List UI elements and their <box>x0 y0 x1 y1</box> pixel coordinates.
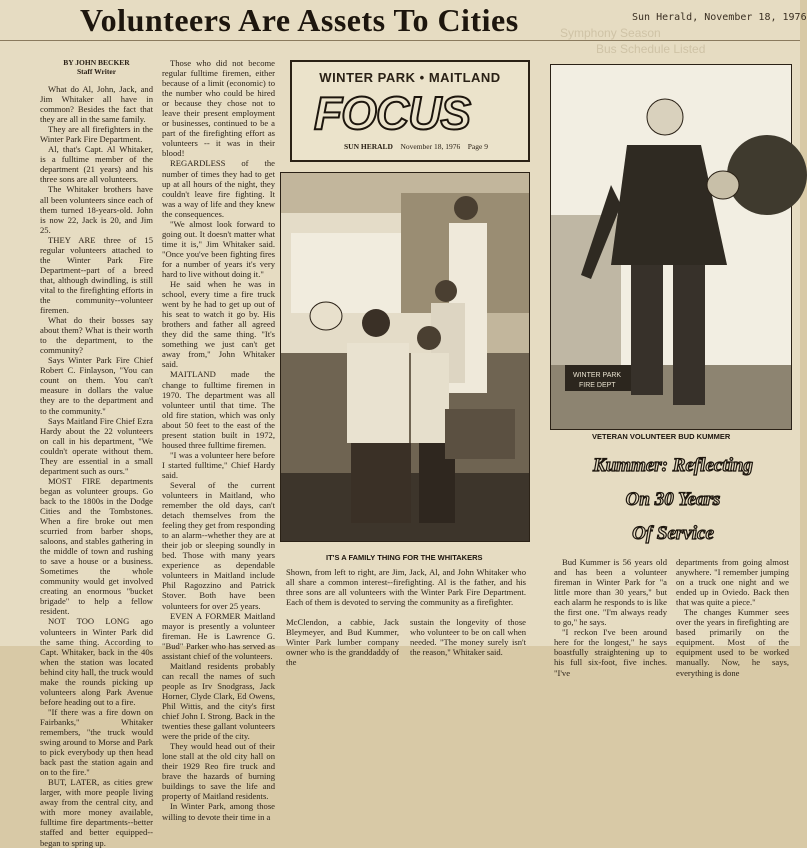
paragraph: THEY ARE three of 15 regular volunteers attached to the Winter Park Fire Department--part of a breed that, although dwindling, is still vital to the firefighting efforts in the community--volunteer firemen. <box>40 234 153 316</box>
paragraph: BUT, LATER, as cities grew larger, with more people living away from the central city, and with more money available, fulltime fire departments--better staffed and better equipped--began to spring up. <box>40 777 153 848</box>
paragraph: McClendon, a cabbie, Jack Bleymeyer, and Bud Kummer, Winter Park lumber company owner who is the granddaddy of the <box>286 617 399 668</box>
kummer-photo <box>550 64 792 430</box>
focus-page: Page 9 <box>467 142 488 151</box>
paragraph: The changes Kummer sees over the years in firefighting are based primarily on the equipment. Most of the equipment used to be worked manually. Now, he says, everything is done <box>676 607 789 678</box>
article-column-3 <box>286 617 399 668</box>
photo-illustration <box>281 173 529 541</box>
focus-paper: SUN HERALD <box>344 142 393 151</box>
paragraph: "If there was a fire down on Fairbanks," Whitaker remembers, "the truck would swing around to Morse and Park to pick everybody up then head back past the station again and on to the fire." <box>40 706 153 778</box>
paragraph: MOST FIRE departments began as volunteer groups. Go back to the 1800s in the Dodge Cities and the Tombstones. When a fire broke out men scurried from barber shops, saloons, and stables gathering in the middle of town and rushing to save a house or a business. Sometimes the whole community would get involved creating an enormous "bucket brigade" to help a fellow resident. <box>40 475 153 617</box>
dateline: Sun Herald, November 18, 1976 <box>632 12 807 23</box>
paragraph: MAITLAND made the change to fulltime firemen in 1970. The department was all volunteer until that time. The old fire station, which was only about 50 feet to the east of the present station built in 1972, housed three fulltime firemen. <box>162 369 275 450</box>
paragraph: In Winter Park, among those willing to devote their time in a <box>162 801 275 822</box>
headline-rule <box>0 40 800 41</box>
focus-top-line: WINTER PARK • MAITLAND <box>319 70 501 85</box>
paragraph: "I reckon I've been around here for the longest," he says boastfully straightening up to his full six-foot, five inches. "I've <box>554 627 667 678</box>
door-text-2: FIRE DEPT <box>579 382 616 389</box>
paragraph: sustain the longevity of those who volunteer to be on call when needed. "The money surely isn't the reason," Whitaker said. <box>410 617 526 658</box>
paragraph: Those who did not become regular fulltime firemen, either because of a limit (economic) to the number who could be hired or because they chose not to leave their present employment or businesses, continued to be a part of the firefighting effort as volunteers -- it was in their blood! <box>162 58 275 159</box>
headline: Volunteers Are Assets To Cities <box>80 2 519 38</box>
kummer-headline-line-2: On 30 Years <box>625 489 721 510</box>
door-text: WINTER PARK <box>573 372 622 379</box>
paragraph: Says Winter Park Fire Chief Robert C. Finlayson, "You can count on them. You can't measure in dollars the value they are to the department and to the community." <box>40 355 153 416</box>
byline-name: BY JOHN BECKER <box>63 58 130 67</box>
whitaker-family-photo <box>280 172 530 542</box>
paragraph: REGARDLESS of the number of times they had to get up at all hours of the night, they couldn't leave fire fighting. It was a way of life and they knew the consequences. <box>162 158 275 219</box>
article-column-4 <box>410 617 526 658</box>
paragraph: What do Al, John, Jack, and Jim Whitaker all have in common? Besides the fact that they are all in the same family. <box>40 84 153 125</box>
focus-date: November 18, 1976 <box>400 142 461 151</box>
kummer-column-1 <box>554 557 667 678</box>
paragraph: Maitland residents probably can recall the names of such people as Irv Snodgrass, Jack Horner, Clyde Clark, Ed Owens, Phil Wittis, and the city's first chief John I. Strong. Back in the twenties these gallant volunteers were the pride of the city. <box>162 660 275 742</box>
ghost-text-1: Symphony Season <box>560 26 661 40</box>
kummer-headline-line-1: Kummer: Reflecting <box>593 455 753 476</box>
focus-subline <box>344 142 488 151</box>
paragraph: Several of the current volunteers in Maitland, who remember the old days, can't detach themselves from the feeling they get from responding to an alarm--whether they are at their job or sleeping soundly in bed. Those with many years experience as dependable volunteers in Maitland include Phil Ragozzino and Patrick Stover. Both have been volunteers for over 25 years. <box>162 479 275 611</box>
paragraph: They are all firefighters in the Winter Park Fire Department. <box>40 124 153 145</box>
paragraph: The Whitaker brothers have all been volunteers since each of them turned 18-years-old. John is now 22, Jack is 20, and Jim 25. <box>40 184 153 235</box>
paragraph: "I was a volunteer here before I started fulltime," Chief Hardy said. <box>162 449 275 480</box>
paragraph: EVEN A FORMER Maitland mayor is presently a volunteer fireman. He is Lawrence G. "Bud" Parker who has served as assistant chief of the volunteers. <box>162 610 275 661</box>
kummer-headline-line-3: Of Service <box>632 523 714 544</box>
paragraph: Says Maitland Fire Chief Ezra Hardy about the 22 volunteers on call in his department, "We couldn't operate without them. They are essential in a small department such as ours." <box>40 415 153 476</box>
paragraph: NOT TOO LONG ago volunteers in Winter Park did the same thing. According to Capt. Whitaker, back in the 40s when the station was located behind city hall, the truck would make the rounds picking up volunteers along Park Avenue before heading out to a fire. <box>40 616 153 707</box>
kummer-column-2 <box>676 557 789 678</box>
article-column-1 <box>40 58 153 848</box>
article-column-2 <box>162 58 275 822</box>
kummer-photo-caption: VETERAN VOLUNTEER BUD KUMMER <box>592 432 731 441</box>
photo-illustration <box>551 65 791 429</box>
paragraph: Bud Kummer is 56 years old and has been a volunteer fireman in Winter Park for "a little more than 30 years," but each alarm he responds to is like the first one. "I'm always ready to go," he says. <box>554 557 667 628</box>
paragraph: departments from going almost anywhere. "I remember jumping on a truck one night and we ended up in Oviedo. Back then that was quite a piece." <box>676 557 789 608</box>
whitaker-caption: Shown, from left to right, are Jim, Jack, Al, and John Whitaker who all share a common interest--firefighting. Al is the father, and his three sons are all volunteers with the Winter Park Fire Department. Each of them is devoted to serving the community as a firefighter. <box>286 567 526 607</box>
focus-logo-word: FOCUS <box>314 87 470 139</box>
paragraph: They would head out of their lone stall at the old city hall on their 1929 Reo fire truck and brave the hazards of burning buildings to save the life and property of Maitland residents. <box>162 741 275 802</box>
paragraph: "We almost look forward to going out. It doesn't matter what time it is," Jim Whitaker said. "Once you've been fighting fires for a number of years it's very hard to live without doing it." <box>162 218 275 279</box>
paragraph: What do their bosses say about them? What is their worth to the department, to the community? <box>40 315 153 356</box>
paragraph: He said when he was in school, every time a fire truck went by he had to get up out of his seat to watch it go by. His brothers and father all agreed they did the same thing. "It's something we just can't get away from," John Whitaker said. <box>162 279 275 370</box>
paragraph: Al, that's Capt. Al Whitaker, is a fulltime member of the department (21 years) and his three sons are all volunteers. <box>40 144 153 185</box>
byline-title: Staff Writer <box>76 67 117 76</box>
focus-masthead <box>290 60 530 162</box>
ghost-text-2: Bus Schedule Listed <box>596 42 706 56</box>
whitaker-caption-title: IT'S A FAMILY THING FOR THE WHITAKERS <box>326 553 483 562</box>
